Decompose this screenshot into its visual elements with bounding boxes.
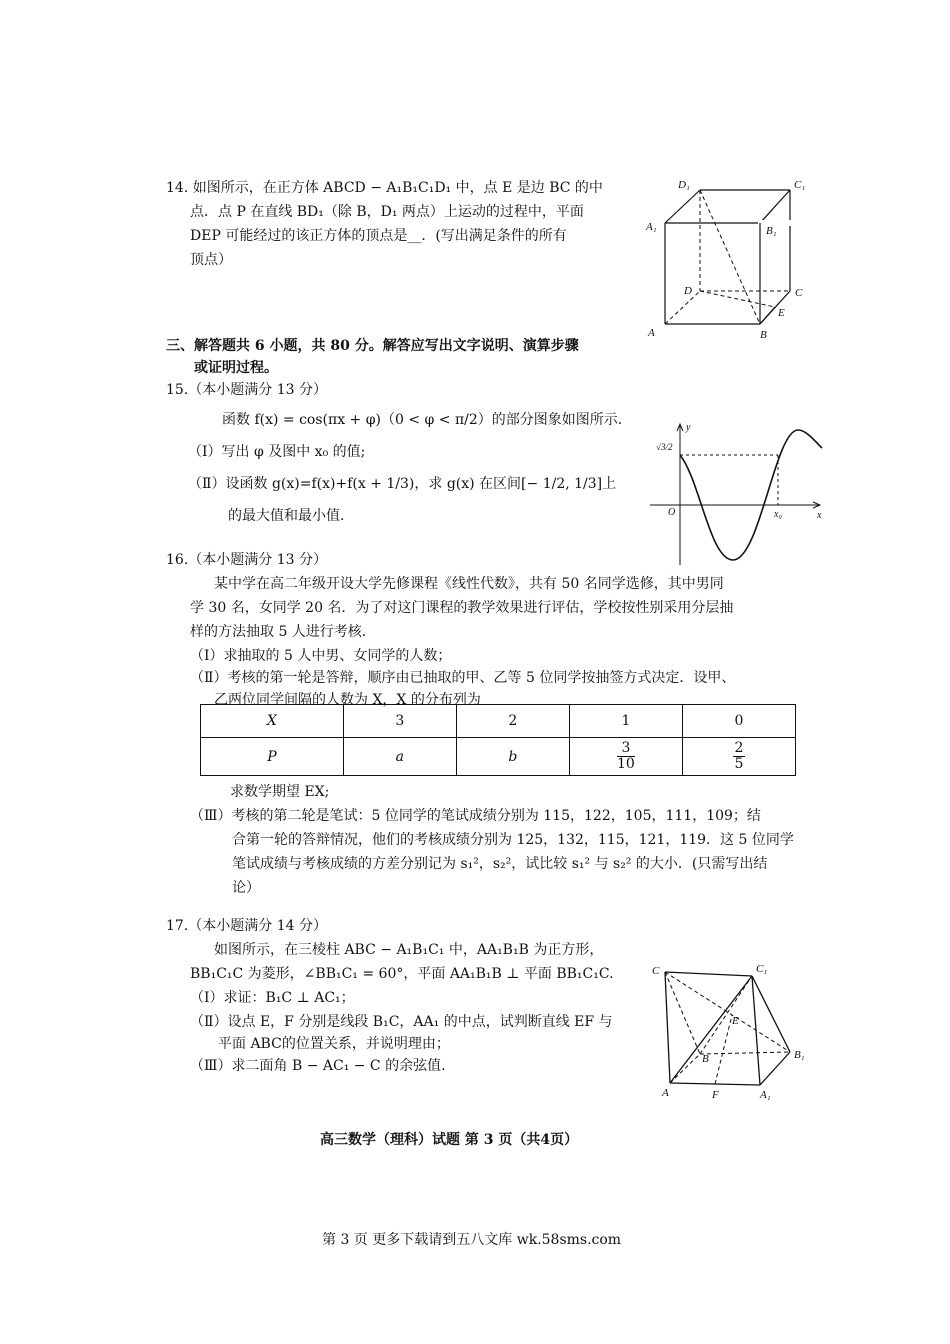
table-cell [682, 738, 795, 776]
q16-line-2: 学 30 名，女同学 20 名．为了对这门课程的教学效果进行评估，学校按性别采用分层抽 [190, 600, 734, 616]
fraction-denominator: 10 [617, 756, 635, 772]
q14-line-1: 14. 如图所示，在正方体 ABCD − A₁B₁C₁D₁ 中，点 E 是边 BC 的中 [166, 180, 603, 196]
q15-part1: （Ⅰ）写出 φ 及图中 x₀ 的值; [188, 444, 366, 460]
q16-after-table: 求数学期望 EX; [230, 784, 330, 800]
cube-label-a1: A₁ [646, 221, 657, 233]
table-cell: 3 [343, 705, 456, 738]
q14-line-4: 顶点） [190, 252, 232, 268]
q17-part1: （Ⅰ）求证：B₁C ⊥ AC₁； [190, 990, 355, 1006]
q16-line-1: 某中学在高二年级开设大学先修课程《线性代数》，共有 50 名同学选修，其中男同 [214, 576, 724, 592]
table-row [201, 738, 796, 776]
prism-label-a: A [662, 1087, 669, 1099]
table-cell: X [201, 705, 344, 738]
table-cell: 2 [456, 705, 569, 738]
q16-part2-b: 乙两位同学间隔的人数为 X，X 的分布列为 [214, 692, 481, 708]
prism-label-b1: B₁ [794, 1049, 805, 1061]
cube-label-a: A [648, 327, 655, 339]
prism-label-b: B [702, 1053, 709, 1065]
prism-label-f: F [712, 1089, 719, 1100]
table-row [201, 705, 796, 738]
prism-label-e: E [732, 1015, 739, 1027]
q15-part2b: 的最大值和最小值. [228, 508, 345, 524]
graph-label-y: y [686, 422, 691, 433]
fraction-denominator: 5 [734, 756, 744, 772]
q15-part2: （Ⅱ）设函数 g(x)=f(x)+f(x + 1/3)，求 g(x) 在区间[− 1/2, 1/3]上 [188, 476, 617, 492]
q16-line-3: 样的方法抽取 5 人进行考核． [190, 624, 376, 640]
q16-part3-line-4: 论） [232, 880, 260, 896]
graph-label-origin: O [668, 507, 676, 518]
q17-line-1: 如图所示，在三棱柱 ABC − A₁B₁C₁ 中，AA₁B₁B 为正方形， [214, 942, 604, 958]
table-cell: P [201, 738, 344, 776]
section3-line-1: 三、解答题共 6 小题，共 80 分。解答应写出文字说明、演算步骤 [166, 338, 579, 354]
q16-part1: （Ⅰ）求抽取的 5 人中男、女同学的人数； [190, 648, 452, 664]
prism-label-a1: A₁ [760, 1089, 771, 1100]
fraction-numerator: 2 [734, 740, 744, 756]
cube-label-b: B [760, 329, 767, 341]
q16-part3-line-1: （Ⅲ）考核的第二轮是笔试：5 位同学的笔试成绩分别为 115，122，105，111，109；结 [190, 808, 761, 824]
fraction-numerator: 3 [617, 741, 635, 757]
table-cell: 0 [682, 705, 795, 738]
q16-part2: （Ⅱ）考核的第一轮是答辩，顺序由已抽取的甲、乙等 5 位同学按抽签方式决定．设甲、 [190, 670, 736, 686]
fraction [733, 741, 746, 772]
fraction [617, 741, 635, 772]
q15-intro: 函数 f(x) = cos(πx + φ)（0 < φ < π/2）的部分图象如图所示. [222, 412, 623, 428]
table-cell [569, 738, 682, 776]
q17-part2: （Ⅱ）设点 E，F 分别是线段 B₁C，AA₁ 的中点，试判断直线 EF 与 [190, 1014, 613, 1030]
cube-label-e: E [778, 307, 785, 319]
prism-label-c: C [652, 965, 660, 977]
q14-line-3: DEP 可能经过的该正方体的顶点是__．(写出满足条件的所有 [190, 228, 567, 244]
q16-part3-line-3: 笔试成绩与考核成绩的方差分别记为 s₁²，s₂²，试比较 s₁² 与 s₂² 的大小．(只需写出结 [232, 856, 768, 872]
table-cell: b [456, 738, 569, 776]
page-footer: 高三数学（理科）试题 第 3 页（共4页） [320, 1132, 579, 1148]
graph-label-x: x [817, 510, 822, 521]
q17-header: 17.（本小题满分 14 分） [166, 918, 327, 934]
cube-label-c1: C₁ [794, 179, 806, 191]
q16-part3-line-2: 合第一轮的答辩情况，他们的考核成绩分别为 125，132，115，121，119．这 5 位同学 [232, 832, 794, 848]
q17-part2-b: 平面 ABC的位置关系，并说明理由； [218, 1036, 450, 1052]
q16-header: 16.（本小题满分 13 分） [166, 552, 327, 568]
section3-line-2: 或证明过程。 [194, 360, 278, 376]
prism-figure [640, 960, 820, 1100]
cosine-graph [650, 420, 825, 568]
prism-label-c1: C₁ [756, 963, 768, 975]
table-cell: a [343, 738, 456, 776]
q15-header: 15.（本小题满分 13 分） [166, 382, 327, 398]
cube-label-b1: B₁ [766, 225, 777, 237]
cube-label-c: C [795, 287, 803, 299]
graph-label-x0: x₀ [774, 509, 782, 520]
q17-line-2: BB₁C₁C 为菱形，∠BB₁C₁ = 60°，平面 AA₁B₁B ⊥ 平面 BB₁C₁C. [190, 966, 614, 982]
cube-figure [640, 176, 820, 341]
cube-label-d: D [684, 285, 692, 297]
q14-line-2: 点．点 P 在直线 BD₁（除 B，D₁ 两点）上运动的过程中，平面 [190, 204, 584, 220]
cube-label-d1: D₁ [678, 179, 690, 191]
table-cell: 1 [569, 705, 682, 738]
distribution-table [200, 704, 796, 776]
q17-part3: （Ⅲ）求二面角 B − AC₁ − C 的余弦值. [190, 1058, 446, 1074]
download-watermark: 第 3 页 更多下载请到五八文库 wk.58sms.com [322, 1232, 622, 1248]
graph-label-sqrt3: √3/2 [656, 442, 673, 452]
